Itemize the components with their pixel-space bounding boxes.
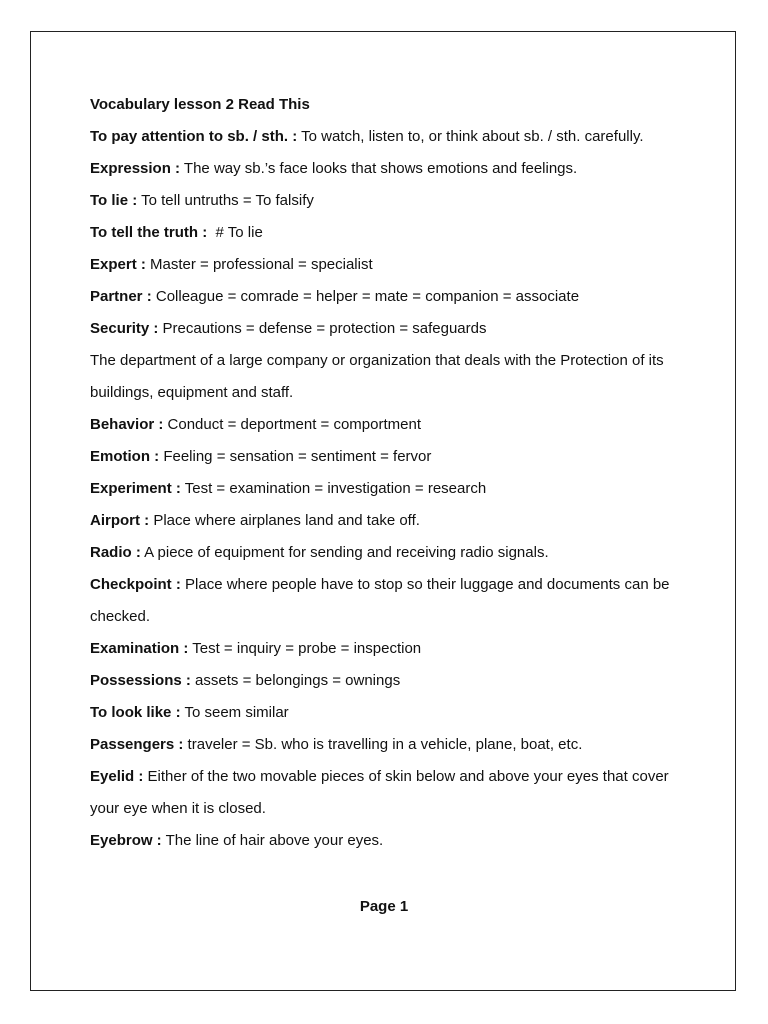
vocab-term: Eyebrow : (90, 832, 162, 849)
vocab-term: Airport : (90, 512, 150, 529)
vocab-definition: # To lie (207, 224, 263, 241)
vocab-entry-experiment (90, 480, 690, 498)
vocab-term: Examination : (90, 640, 189, 657)
vocab-definition: Conduct = deportment = comportment (163, 416, 421, 433)
security-note: The department of a large company or organization that deals with the Protection of its buildings, equipment and staff. (90, 352, 664, 401)
vocab-term: To tell the truth : (90, 224, 208, 241)
vocab-entry-radio (90, 544, 690, 562)
vocab-entry-look-like (90, 704, 690, 722)
vocab-entry-eyelid (90, 761, 690, 825)
vocab-entry-checkpoint (90, 569, 690, 633)
vocab-term: To pay attention to sb. / sth. : (90, 128, 298, 145)
vocab-definition: assets = belongings = ownings (190, 672, 401, 689)
vocab-entry-to-lie (90, 192, 690, 210)
vocab-definition: Feeling = sensation = sentiment = fervor (159, 448, 432, 465)
vocab-entry-possessions (90, 672, 690, 690)
page-number: Page 1 (359, 898, 409, 915)
vocab-term: Behavior : (90, 416, 164, 433)
vocab-term: Emotion : (90, 448, 160, 465)
vocab-definition: A piece of equipment for sending and receiving radio signals. (140, 544, 549, 561)
vocab-term: Possessions : (90, 672, 191, 689)
vocab-entry-behavior (90, 416, 690, 434)
vocab-definition: To tell untruths = To falsify (137, 192, 314, 209)
vocab-term: Eyelid : (90, 768, 144, 785)
vocab-definition: Test = examination = investigation = research (180, 480, 487, 497)
vocab-definition: Master = professional = specialist (145, 256, 373, 273)
vocab-definition: The line of hair above your eyes. (161, 832, 384, 849)
vocab-entry-expression (90, 160, 690, 178)
vocab-entry-emotion (90, 448, 690, 466)
vocab-entry-security (90, 320, 690, 338)
vocab-entry-eyebrow (90, 832, 690, 850)
document-body (90, 96, 690, 864)
vocab-term: Checkpoint : (90, 576, 181, 593)
vocab-term: To lie : (90, 192, 138, 209)
vocab-definition: Place where airplanes land and take off. (149, 512, 420, 529)
vocab-term: Security : (90, 320, 159, 337)
vocab-definition: Place where people have to stop so their luggage and documents can be checked. (90, 576, 670, 625)
vocab-entry-tell-truth (90, 224, 690, 242)
vocab-term: Radio : (90, 544, 141, 561)
vocab-term: Experiment : (90, 480, 181, 497)
vocab-definition: traveler = Sb. who is travelling in a vehicle, plane, boat, etc. (183, 736, 583, 753)
vocab-definition: Colleague = comrade = helper = mate = companion = associate (151, 288, 580, 305)
vocab-entry-partner (90, 288, 690, 306)
vocab-definition: The way sb.’s face looks that shows emotions and feelings. (180, 160, 578, 177)
vocab-term: Expression : (90, 160, 181, 177)
vocab-entry-expert (90, 256, 690, 274)
vocab-definition: Either of the two movable pieces of skin below and above your eyes that cover your eye when it is closed. (90, 768, 669, 817)
vocab-entry-airport (90, 512, 690, 530)
vocab-term: Passengers : (90, 736, 184, 753)
vocab-definition: Test = inquiry = probe = inspection (188, 640, 422, 657)
vocab-entry-pay-attention (90, 128, 690, 146)
vocab-entry-examination (90, 640, 690, 658)
vocab-term: Partner : (90, 288, 152, 305)
vocab-term: To look like : (90, 704, 181, 721)
vocab-definition: To seem similar (180, 704, 289, 721)
vocab-entry-passengers (90, 736, 690, 754)
document-title: Vocabulary lesson 2 Read This (90, 96, 310, 113)
vocab-term: Expert : (90, 256, 146, 273)
vocab-definition: Precautions = defense = protection = safeguards (158, 320, 487, 337)
vocab-definition: To watch, listen to, or think about sb. / sth. carefully. (297, 128, 644, 145)
